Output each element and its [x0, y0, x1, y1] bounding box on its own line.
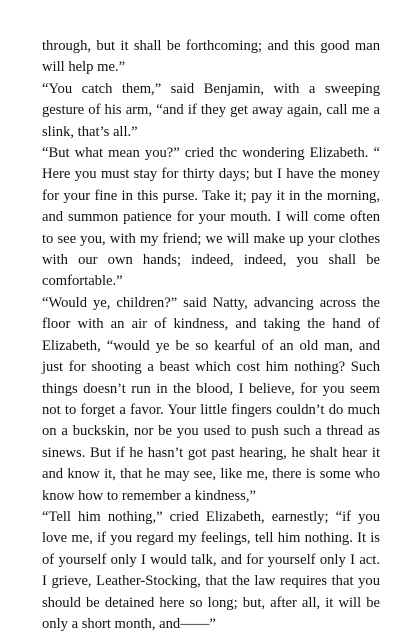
paragraph-elizabeth-offer: “But what mean you?” cried thc wondering Elizabeth. “ Here you must stay for thirty days; but I have the money for your fine in this purse. Take it; pay it in the morning, and summon patience for your mouth. I will come often to see you, with my friend; we will make up your clothes with our own hands; indeed, indeed, you shall be comfortable.” — [42, 145, 380, 290]
paragraph-benjamin: “You catch them,” said Benjamin, with a sweeping gesture of his arm, “and if they get away again, call me a slink, that’s all.” — [42, 80, 380, 140]
book-page-text — [42, 36, 380, 635]
paragraph-natty-reply: “Would ye, children?” said Natty, advancing across the floor with an air of kindness, and taking the hand of Elizabeth, “would ye be so kearful of an old man, and just for shooting a beast which cost him nothing? Such things doesn’t run in the blood, I believe, for you seem not to forget a favor. Your little fingers couldn’t do much on a buckskin, nor be you used to push such a thread as sinews. But if he hasn’t got past hearing, he shalt hear it and know it, that he may see, like me, there is some who know how to remember a kindness,” — [42, 294, 380, 504]
paragraph-continuation: through, but it shall be forthcoming; and this good man will help me.” — [42, 38, 380, 76]
paragraph-elizabeth-plea: “Tell him nothing,” cried Elizabeth, earnestly; “if you love me, if you regard my feelings, tell him nothing. It is of yourself only I would talk, and for yourself only I act. I grieve, Leather-Stocking, that the law requires that you should be detained here so long; but, after all, it will be only a short month, and——” — [42, 508, 380, 632]
